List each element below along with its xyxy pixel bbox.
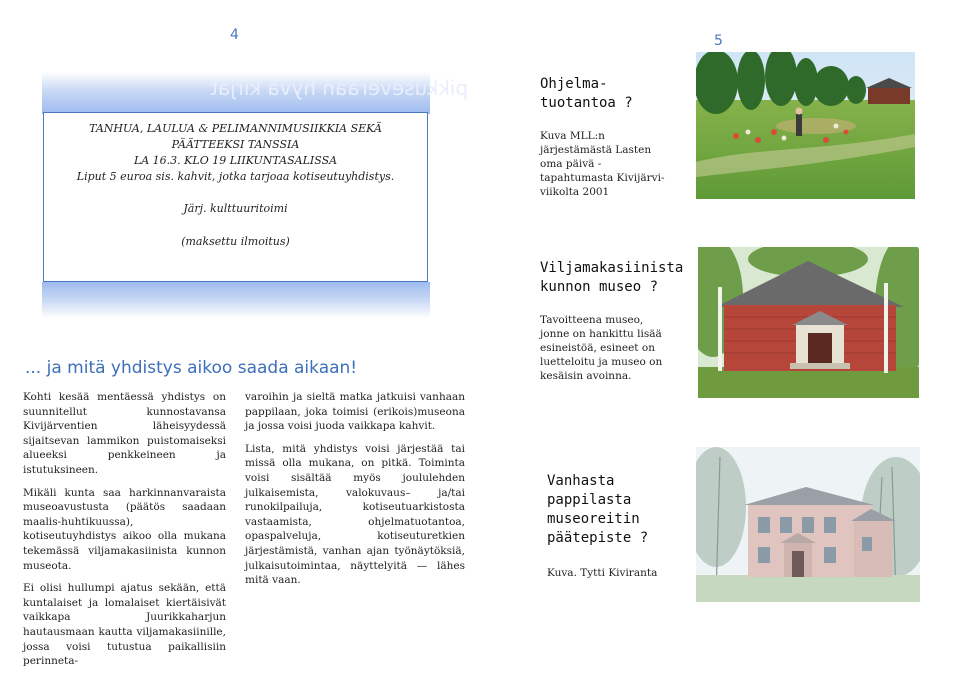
park-event-photo <box>696 52 915 199</box>
photo-credit: Kuva. Tytti Kiviranta <box>547 567 658 579</box>
section-heading: ... ja mitä yhdistys aikoo saada aikaan! <box>25 358 358 378</box>
paragraph: varoihin ja sieltä matka jatkuisi vanhaan pappilaan, joka toimisi (erikois)museona ja jossa voisi juoda vaikkapa kahvit. <box>245 391 465 433</box>
heading-line: päätepiste ? <box>547 530 649 546</box>
heading-line: Ohjelma- <box>540 76 608 92</box>
ad-line: TANHUA, LAULUA & PELIMANNIMUSIIKKIA SEKÄ <box>89 122 382 135</box>
text-column-2 <box>245 390 465 596</box>
granary-photo <box>698 247 919 398</box>
page-number-right: 5 <box>714 33 723 49</box>
heading-line: tuotantoa ? <box>540 95 633 111</box>
parsonage-photo <box>696 447 920 602</box>
heading-line: museoreitin <box>547 511 640 527</box>
paragraph: Kohti kesää mentäessä yhdistys on suunnitellut kunnostavansa Kivijärventien läheisyydessä sijaitsevan lammikon puistomaiseksi alueeksi penkkeineen ja istutuksineen. <box>23 391 226 476</box>
heading-granary-museum <box>540 259 700 297</box>
heading-parsonage <box>547 472 687 548</box>
ad-bottom-band <box>42 282 430 318</box>
heading-line: kunnon museo ? <box>540 279 659 295</box>
ghost-mirrored-text: pikkuseveraan hyvä kirjat <box>210 76 469 100</box>
ad-line: Liput 5 euroa sis. kahvit, jotka tarjoaa kotiseutuyhdistys. <box>76 170 395 183</box>
heading-line: Viljamakasiinista <box>540 260 684 276</box>
ad-line: LA 16.3. KLO 19 LIIKUNTASALISSA <box>133 154 338 167</box>
heading-line: pappilasta <box>547 492 632 508</box>
paragraph: Ei olisi hullumpi ajatus sekään, että kuntalaiset ja lomalaiset kiertäisivät vaikkapa Juurikkaharjun hautausmaan kautta viljamakasiinille, jossa voisi tutustua paikallisiin perinneta- <box>23 582 226 668</box>
ad-note: (maksettu ilmoitus) <box>181 235 290 248</box>
caption-park-event: Kuva MLL:n järjestämästä Lasten oma päivä -tapahtumasta Kivijärvi-viikolta 2001 <box>540 130 665 198</box>
paragraph: Mikäli kunta saa harkinnanvaraista museoavustusta (päätös saadaan maalis-huhtikuussa), kotiseutuyhdistys aikoo olla mukana tekemässä viljamakasiinista kunnon museota. <box>23 486 226 572</box>
paragraph: Lista, mitä yhdistys voisi järjestää tai missä olla mukana, on pitkä. Toiminta voisi sisältää myös joululehden julkaisemista, valokuvaus– ja/tai runokilpailuja, kotiseutuarkistosta vastaamista, ohjelmatuotantoa, opaspalveluja, kotiseuturetkien järjestämistä, vanhan ajan työnäytöksiä, julkaisutoimintaa, näyttelyitä — lähes mitä vaan. <box>245 442 465 587</box>
event-ad <box>43 112 428 282</box>
heading-line: Vanhasta <box>547 473 615 489</box>
ad-organizer: Järj. kulttuuritoimi <box>183 202 288 215</box>
ad-line: PÄÄTTEEKSI TANSSIA <box>171 138 300 151</box>
heading-program-production <box>540 75 690 113</box>
text-column-1 <box>23 390 226 677</box>
page-number-left: 4 <box>230 27 239 43</box>
caption-granary: Tavoitteena museo, jonne on hankittu lisää esineistöä, esineet on luetteloitu ja museo on kesäisin avoinna. <box>540 314 663 382</box>
